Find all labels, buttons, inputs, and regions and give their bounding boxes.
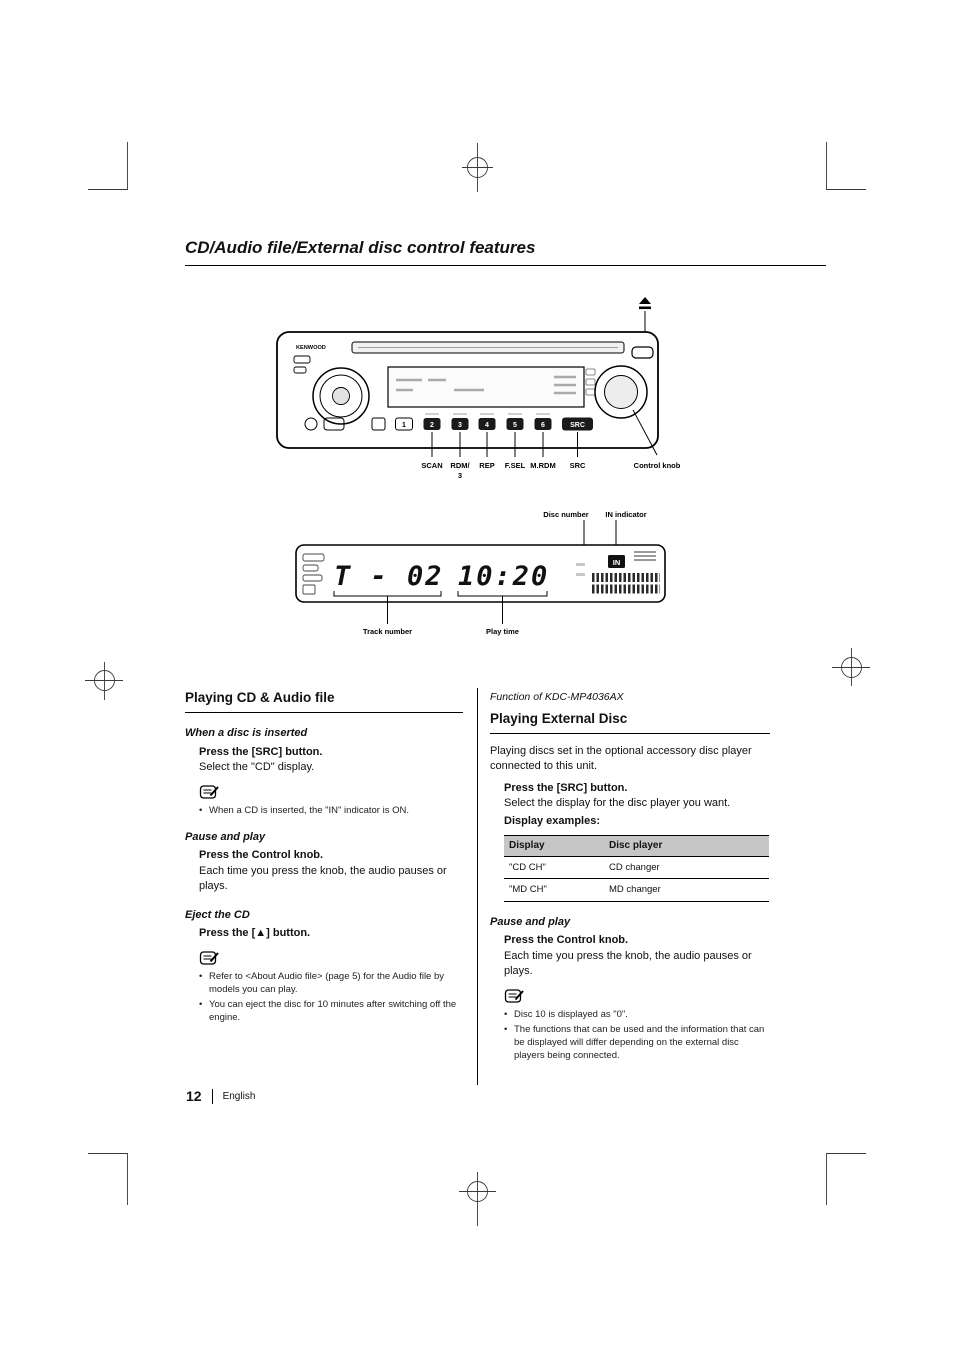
section-heading-external-disc: Playing External Disc <box>490 711 770 734</box>
section-disc-inserted <box>185 726 463 817</box>
note-bullet: • You can eject the disc for 10 minutes after switching off the engine. <box>199 998 463 1024</box>
subsection-heading: Pause and play <box>490 915 571 928</box>
page-footer <box>186 1088 255 1104</box>
note-block <box>504 987 770 1062</box>
brand-logo: KENWOOD <box>296 345 326 351</box>
crop-mark <box>827 1153 867 1205</box>
crop-mark <box>88 1153 128 1205</box>
eject-icon <box>639 297 651 304</box>
section-pause-play-external <box>490 915 770 1062</box>
table-row <box>504 856 769 879</box>
column-divider <box>477 688 478 1085</box>
preset-button-label: 5 <box>513 422 517 429</box>
note-block <box>199 949 463 1024</box>
display-examples-label: Display examples: <box>504 814 600 827</box>
table-cell: CD changer <box>604 856 769 879</box>
callout-mrdm: M.RDM <box>530 461 556 470</box>
note-icon <box>199 949 221 967</box>
callout-scan: SCAN <box>421 461 443 470</box>
registration-circle <box>468 158 488 178</box>
segment-time: 10:20 <box>458 561 550 592</box>
instruction-text: Each time you press the knob, the audio pauses or plays. <box>199 864 447 892</box>
callout-rdm: RDM/ <box>450 461 470 470</box>
note-list <box>199 970 463 1024</box>
eject-button <box>632 347 653 358</box>
table-header-row <box>504 836 769 857</box>
display-examples-table <box>504 835 769 902</box>
label-play-time: Play time <box>486 627 519 636</box>
right-column <box>490 690 770 1066</box>
note-block <box>199 783 463 817</box>
note-bullet: • Refer to <About Audio file> (page 5) for the Audio file by models you can play. <box>199 970 463 996</box>
unit-illustration <box>270 293 690 488</box>
note-list <box>504 1008 770 1062</box>
note-bullet: • Disc 10 is displayed as "0". <box>504 1008 770 1021</box>
instruction-text: Select the display for the disc player you want. <box>504 797 731 809</box>
page-title: CD/Audio file/External disc control features <box>185 238 826 266</box>
preset-button-label: 4 <box>485 422 489 429</box>
eject-icon-bar <box>639 307 651 310</box>
language-label: English <box>222 1090 256 1102</box>
note-bullet: • The functions that can be used and the information that can be displayed will differ depending on the external disc players being connected. <box>504 1023 770 1062</box>
table-header-disc-player: Disc player <box>604 836 769 857</box>
table-row <box>504 879 769 902</box>
registration-circle <box>468 1182 488 1202</box>
preset-button-label: 1 <box>402 422 406 429</box>
label-disc-number: Disc number <box>543 510 589 519</box>
section-pause-play <box>185 830 463 895</box>
crop-mark <box>85 662 123 700</box>
crop-mark <box>459 1172 496 1226</box>
instruction-text: Each time you press the knob, the audio pauses or plays. <box>504 949 752 977</box>
instruction-step: Press the [SRC] button. <box>199 745 323 758</box>
registration-circle <box>842 658 862 678</box>
display-illustration <box>290 505 675 650</box>
callout-rep: REP <box>479 461 495 470</box>
label-track-number: Track number <box>362 627 413 636</box>
instruction-step: Press the [SRC] button. <box>504 781 628 794</box>
preset-button-label: 6 <box>541 422 545 429</box>
callout-rdm-3: 3 <box>457 471 463 480</box>
subsection-heading: Pause and play <box>185 830 266 843</box>
callout-fsel: F.SEL <box>504 461 526 470</box>
subsection-heading: Eject the CD <box>185 908 250 921</box>
section-eject-cd <box>185 908 463 1024</box>
footer-divider <box>212 1089 213 1104</box>
section-intro: Playing discs set in the optional accessory disc player connected to this unit. <box>490 744 752 772</box>
page-number: 12 <box>186 1088 202 1104</box>
table-cell: "MD CH" <box>504 879 604 902</box>
function-model-note: Function of KDC-MP4036AX <box>490 691 624 703</box>
preset-button-label: 3 <box>458 422 462 429</box>
note-list <box>199 804 463 817</box>
crop-mark <box>832 648 870 686</box>
preset-button-label: 2 <box>430 422 434 429</box>
left-column <box>185 690 463 1028</box>
registration-circle <box>95 671 115 691</box>
segment-track: T - 02 <box>334 561 444 592</box>
note-icon <box>504 987 526 1005</box>
instruction-step: Press the Control knob. <box>504 934 629 946</box>
table-cell: "CD CH" <box>504 856 604 879</box>
label-in-indicator: IN indicator <box>605 510 647 519</box>
callout-src: SRC <box>569 461 586 470</box>
note-icon <box>199 783 221 801</box>
crop-mark <box>462 143 493 192</box>
note-bullet: • When a CD is inserted, the "IN" indicator is ON. <box>199 804 463 817</box>
crop-mark <box>827 142 867 190</box>
instruction-step: Press the [▲] button. <box>199 927 311 939</box>
in-indicator-text: IN <box>612 558 621 567</box>
crop-mark <box>88 142 128 190</box>
table-header-display: Display <box>504 836 604 857</box>
instruction-step: Press the Control knob. <box>199 849 324 861</box>
display-window <box>388 367 584 407</box>
src-button-label: SRC <box>570 422 585 429</box>
callout-control-knob: Control knob <box>633 461 681 470</box>
subsection-heading: When a disc is inserted <box>185 727 308 739</box>
table-cell: MD changer <box>604 879 769 902</box>
instruction-text: Select the "CD" display. <box>199 761 315 773</box>
section-heading-playing-cd: Playing CD & Audio file <box>185 690 463 713</box>
